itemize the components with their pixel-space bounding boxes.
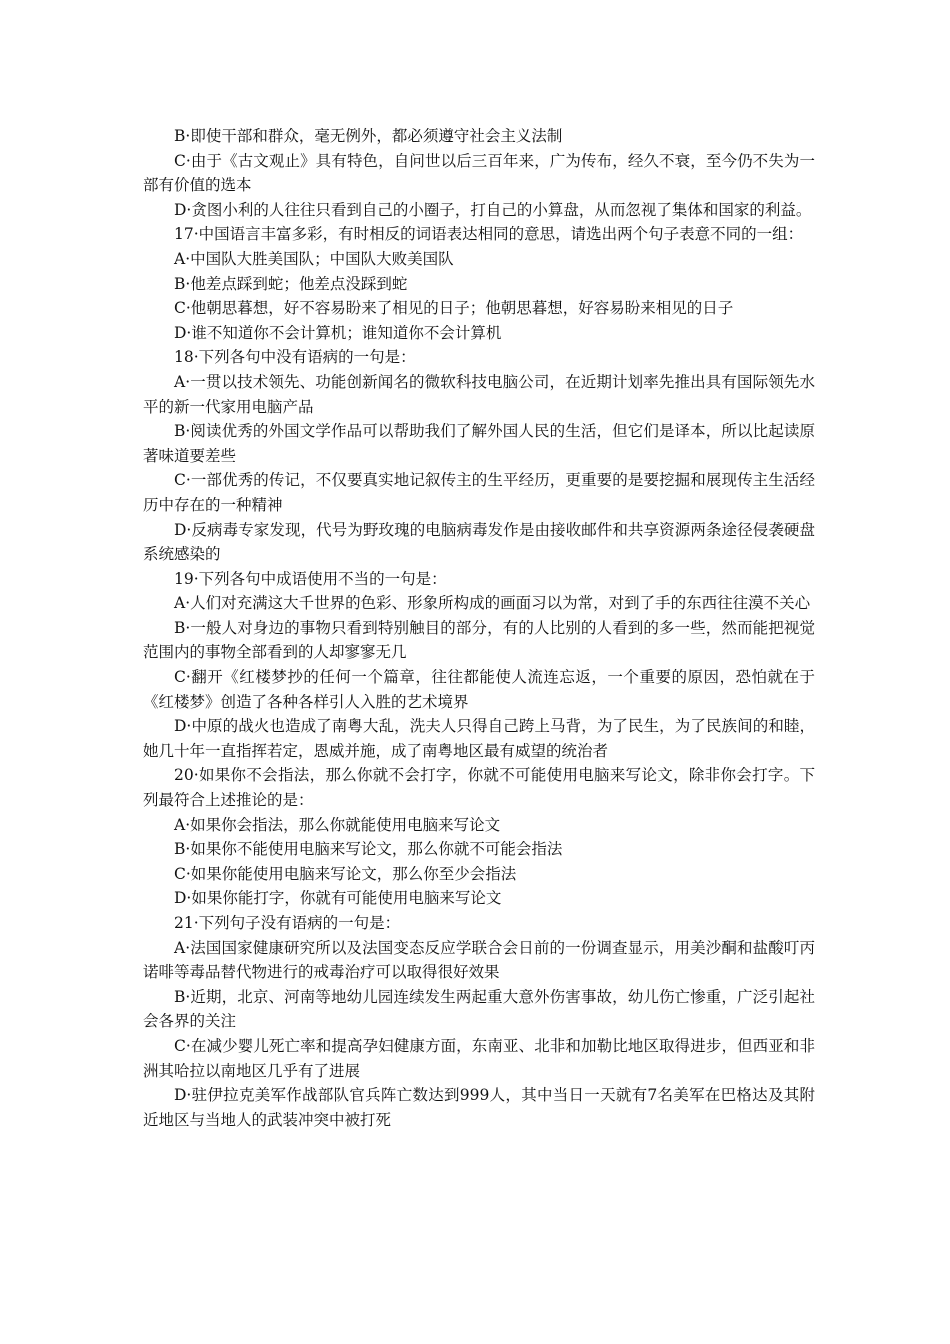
option-c-16: C·由于《古文观止》具有特色，自问世以后三百年来，广为传布，经久不衰，至今仍不失为一部有价值的选本 — [143, 151, 815, 195]
option-a-17: A·中国队大胜美国队；中国队大败美国队 — [174, 249, 454, 268]
option-b-21: B·近期，北京、河南等地幼儿园连续发生两起重大意外伤害事故，幼儿伤亡惨重，广泛引起社会各界的关注 — [143, 987, 815, 1031]
question-20: 20·如果你不会指法，那么你就不会打字，你就不可能使用电脑来写论文，除非你会打字。下列最符合上述推论的是： — [143, 766, 815, 810]
option-b-19: B·一般人对身边的事物只看到特别触目的部分，有的人比别的人看到的多一些，然而能把视觉范围内的事物全部看到的人却寥寥无几 — [143, 618, 815, 662]
option-b-17: B·他差点踩到蛇；他差点没踩到蛇 — [174, 274, 408, 293]
option-b-18: B·阅读优秀的外国文学作品可以帮助我们了解外国人民的生活，但它们是译本，所以比起读原著味道要差些 — [143, 422, 815, 465]
option-a-18: A·一贯以技术领先、功能创新闻名的微软科技电脑公司，在近期计划率先推出具有国际领先水平的新一代家用电脑产品 — [143, 372, 815, 416]
option-d-16: D·贪图小利的人往往只看到自己的小圈子，打自己的小算盘，从而忽视了集体和国家的利益。 — [174, 200, 812, 219]
document-body — [143, 124, 815, 1132]
option-d-17: D·谁不知道你不会计算机；谁知道你不会计算机 — [174, 323, 502, 342]
question-21: 21·下列句子没有语病的一句是： — [174, 914, 401, 932]
option-d-20: D·如果你能打字，你就有可能使用电脑来写论文 — [174, 889, 502, 908]
option-b-16: B·即使干部和群众，毫无例外，都必须遵守社会主义法制 — [174, 127, 563, 145]
option-b-20: B·如果你不能使用电脑来写论文，那么你就不可能会指法 — [174, 840, 563, 859]
option-c-18: C·一部优秀的传记，不仅要真实地记叙传主的生平经历，更重要的是要挖掘和展现传主生活经历中存在的一种精神 — [143, 471, 815, 514]
option-c-20: C·如果你能使用电脑来写论文，那么你至少会指法 — [174, 864, 517, 883]
question-18: 18·下列各句中没有语病的一句是： — [174, 348, 416, 367]
option-d-19: D·中原的战火也造成了南粤大乱，洗夫人只得自己跨上马背，为了民生，为了民族间的和睦，她几十年一直指挥若定，恩威并施，成了南粤地区最有威望的统治者 — [143, 717, 815, 760]
option-c-17: C·他朝思暮想，好不容易盼来了相见的日子；他朝思暮想，好容易盼来相见的日子 — [174, 299, 734, 318]
question-17: 17·中国语言丰富多彩，有时相反的词语表达相同的意思，请选出两个句子表意不同的一组： — [174, 225, 804, 244]
option-c-19: C·翻开《红楼梦抄的任何一个篇章，往往都能使人流连忘返，一个重要的原因，恐怕就在于《红楼梦》创造了各种各样引人入胜的艺术境界 — [143, 668, 815, 711]
option-a-20: A·如果你会指法，那么你就能使用电脑来写论文 — [174, 815, 501, 834]
option-a-19: A·人们对充满这大千世界的色彩、形象所构成的画面习以为常，对到了手的东西往往漠不关心 — [174, 594, 811, 613]
option-d-21: D·驻伊拉克美军作战部队官兵阵亡数达到999人，其中当日一天就有7名美军在巴格达及其附近地区与当地人的武装冲突中被打死 — [143, 1086, 815, 1129]
option-d-18: D·反病毒专家发现，代号为野玫瑰的电脑病毒发作是由接收邮件和共享资源两条途径侵袭硬盘系统感染的 — [143, 520, 815, 564]
option-c-21: C·在减少婴儿死亡率和提高孕妇健康方面，东南亚、北非和加勒比地区取得进步，但西亚和非洲其哈拉以南地区几乎有了进展 — [143, 1036, 815, 1080]
question-19: 19·下列各句中成语使用不当的一句是： — [174, 569, 447, 588]
option-a-21: A·法国国家健康研究所以及法国变态反应学联合会日前的一份调查显示，用美沙酮和盐酸叮丙诺啡等毒品替代物进行的戒毒治疗可以取得很好效果 — [143, 938, 815, 982]
